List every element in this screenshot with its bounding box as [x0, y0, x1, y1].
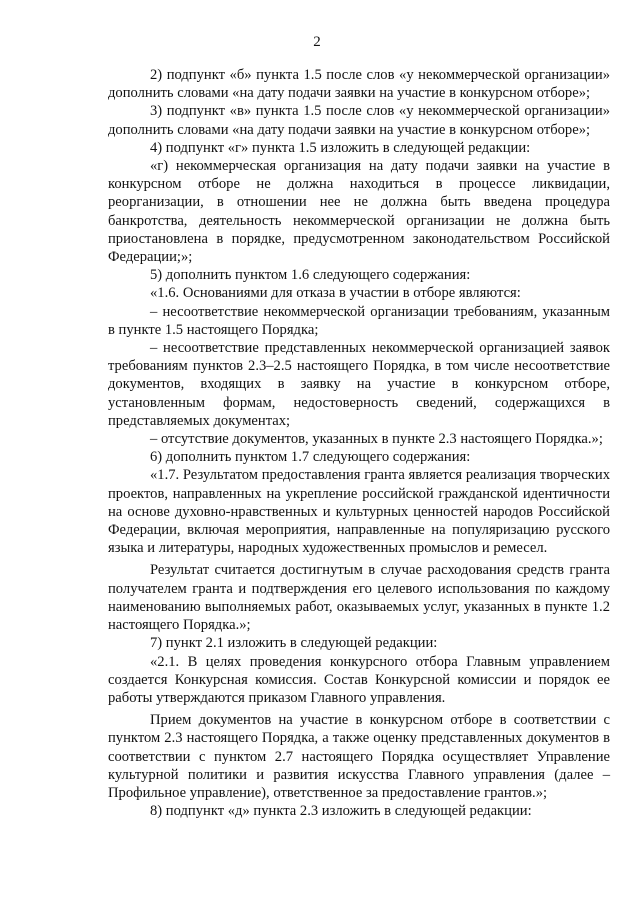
paragraph: Прием документов на участие в конкурсном отборе в соответствии с пунктом 2.3 настоящего Порядка, а также оценку представленных документов в соответствии с пунктом 2.7 настоящего Порядка осуществляет Управление культурной политики и развития искусства Главного управления (далее – Профильное управление), ответственное за предоставление грантов.»;	[108, 712, 610, 801]
paragraph: 3) подпункт «в» пункта 1.5 после слов «у некоммерческой организации» дополнить словами «на дату подачи заявки на участие в конкурсном отборе»;	[108, 103, 610, 138]
paragraph: – несоответствие некоммерческой организации требованиям, указанным в пункте 1.5 настоящего Порядка;	[108, 303, 610, 338]
paragraph: 5) дополнить пунктом 1.6 следующего содержания:	[150, 267, 471, 284]
paragraph: «1.6. Основаниями для отказа в участии в отборе являются:	[150, 285, 521, 302]
paragraph: 7) пункт 2.1 изложить в следующей редакции:	[150, 635, 438, 652]
document-body	[108, 66, 610, 820]
paragraph: 8) подпункт «д» пункта 2.3 изложить в следующей редакции:	[150, 803, 532, 820]
paragraph: 4) подпункт «г» пункта 1.5 изложить в следующей редакции:	[150, 139, 531, 156]
page-number: 2	[313, 34, 321, 50]
paragraph: «2.1. В целях проведения конкурсного отбора Главным управлением создается Конкурсная комиссия. Состав Конкурсной комиссии и порядок ее работы утверждаются приказом Главного управления.	[108, 653, 610, 706]
paragraph: «г) некоммерческая организация на дату подачи заявки на участие в конкурсном отборе не должна находиться в процессе ликвидации, реорганизации, в отношении нее не должна быть введена процедура банкротства, деятельность некоммерческой организации не должна быть приостановлена в порядке, предусмотренном законодательством Российской Федерации;»;	[108, 158, 610, 266]
paragraph: – отсутствие документов, указанных в пункте 2.3 настоящего Порядка.»;	[150, 431, 603, 448]
paragraph: – несоответствие представленных некоммерческой организацией заявок требованиям пунктов 2.3–2.5 настоящего Порядка, в том числе несоответствие документов, входящих в заявку на участие в конкурсном отборе, установленным формам, недостоверность сведений, содержащихся в представляемых документах;	[108, 340, 610, 429]
paragraph: «1.7. Результатом предоставления гранта является реализация творческих проектов, направленных на укрепление российской гражданской идентичности на основе духовно-нравственных и культурных ценностей народов Российской Федерации, включая мероприятия, направленные на популяризацию русского языка и литературы, народных художественных промыслов и ремесел.	[108, 467, 610, 557]
paragraph: Результат считается достигнутым в случае расходования средств гранта получателем гранта и подтверждения его целевого использования по каждому наименованию выполняемых работ, оказываемых услуг, указанных в пункте 1.2 настоящего Порядка.»;	[108, 562, 610, 634]
paragraph: 2) подпункт «б» пункта 1.5 после слов «у некоммерческой организации» дополнить словами «на дату подачи заявки на участие в конкурсном отборе»;	[108, 67, 610, 102]
paragraph: 6) дополнить пунктом 1.7 следующего содержания:	[150, 449, 471, 466]
